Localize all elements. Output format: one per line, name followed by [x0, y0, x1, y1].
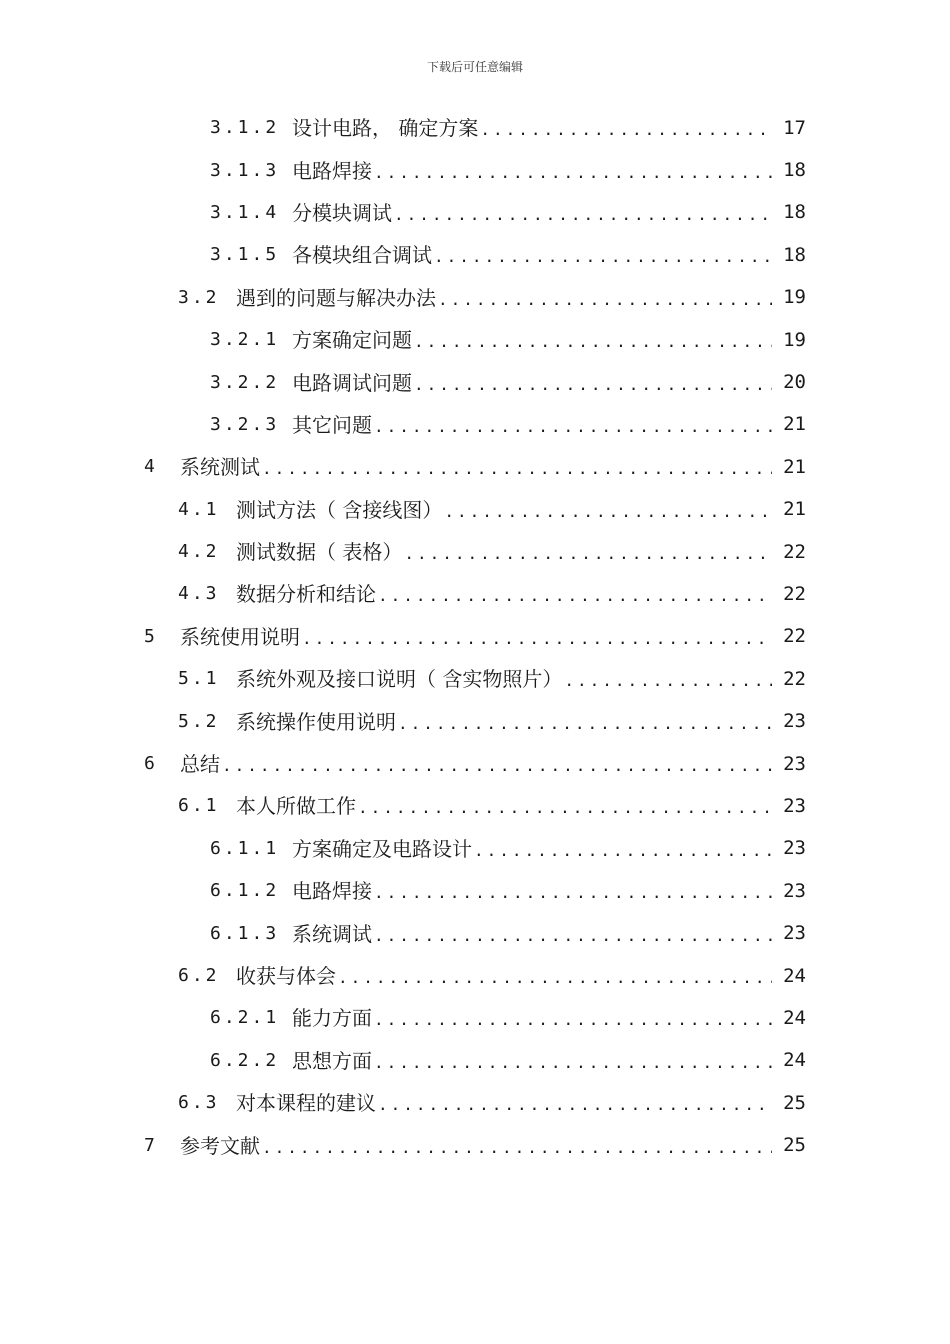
- toc-entry[interactable]: [0, 1124, 950, 1166]
- toc-entry-number: 6.3: [178, 1092, 220, 1114]
- toc-entry[interactable]: [0, 1082, 950, 1124]
- toc-entry[interactable]: [0, 658, 950, 700]
- toc-entry-title: 能力方面: [292, 1006, 372, 1031]
- toc-entry-page: 24: [783, 964, 806, 987]
- toc-entry-page: 18: [783, 243, 806, 266]
- toc-entry-title: 系统调试: [292, 921, 372, 946]
- toc-entry-title: 设计电路， 确定方案: [292, 116, 479, 141]
- toc-dot-leader: [378, 1097, 772, 1113]
- toc-entry-page: 19: [783, 286, 806, 309]
- toc-entry-number: 3.2: [178, 286, 220, 308]
- toc-dot-leader: [338, 970, 772, 986]
- toc-dot-leader: [480, 122, 772, 138]
- toc-entry-page: 19: [783, 328, 806, 351]
- page-header: 下载后可任意编辑: [426, 60, 523, 74]
- toc-entry-number: 6.2.2: [210, 1049, 280, 1071]
- toc-entry[interactable]: [0, 997, 950, 1039]
- toc-entry-title: 方案确定问题: [292, 328, 412, 353]
- toc-entry-page: 23: [783, 710, 806, 733]
- toc-entry-number: 5: [144, 625, 158, 647]
- toc-entry-title: 系统使用说明: [180, 624, 300, 649]
- toc-dot-leader: [404, 546, 772, 562]
- toc-entry-page: 25: [783, 1134, 806, 1157]
- toc-entry-page: 23: [783, 794, 806, 817]
- toc-dot-leader: [378, 588, 772, 604]
- toc-entry-title: 测试方法（ 含接线图）: [236, 497, 443, 522]
- toc-entry-number: 4.1: [178, 498, 220, 520]
- toc-entry-title: 各模块组合调试: [292, 243, 432, 268]
- toc-entry-page: 17: [783, 116, 806, 139]
- toc-entry-title: 参考文献: [180, 1133, 260, 1158]
- toc-entry-title: 收获与体会: [236, 964, 336, 988]
- toc-dot-leader: [262, 1140, 772, 1156]
- toc-entry-page: 23: [783, 837, 806, 860]
- toc-entry[interactable]: [0, 361, 950, 403]
- toc-entry-title: 测试数据（ 表格）: [236, 540, 403, 565]
- toc-dot-leader: [374, 885, 772, 901]
- toc-dot-leader: [222, 758, 772, 774]
- toc-dot-leader: [374, 419, 772, 435]
- toc-dot-leader: [374, 165, 772, 181]
- toc-dot-leader: [434, 249, 772, 265]
- toc-entry[interactable]: [0, 149, 950, 191]
- toc-entry[interactable]: [0, 828, 950, 870]
- toc-dot-leader: [262, 461, 772, 477]
- toc-entry-page: 18: [783, 159, 806, 182]
- toc-entry-number: 3.1.2: [210, 117, 280, 139]
- toc-entry[interactable]: [0, 277, 950, 319]
- toc-entry-page: 22: [783, 667, 806, 690]
- toc-entry[interactable]: [0, 446, 950, 488]
- toc-entry[interactable]: [0, 192, 950, 234]
- toc-entry-page: 23: [783, 752, 806, 775]
- toc-entry-page: 22: [783, 625, 806, 648]
- toc-dot-leader: [444, 504, 772, 520]
- toc-entry-page: 23: [783, 879, 806, 902]
- toc-entry[interactable]: [0, 573, 950, 615]
- toc-entry[interactable]: [0, 404, 950, 446]
- toc-entry-title: 对本课程的建议: [236, 1091, 376, 1116]
- toc-entry-number: 3.1.4: [210, 201, 280, 223]
- toc-dot-leader: [414, 334, 772, 350]
- toc-entry-page: 20: [783, 371, 806, 394]
- toc-entry-number: 6.1.2: [210, 880, 280, 902]
- toc-entry-number: 3.2.1: [210, 329, 280, 351]
- toc-entry-page: 24: [783, 1006, 806, 1029]
- toc-entry[interactable]: [0, 955, 950, 997]
- toc-entry-page: 24: [783, 1049, 806, 1072]
- toc-entry-number: 6.2.1: [210, 1007, 280, 1029]
- toc-entry-title: 电路焊接: [292, 158, 372, 183]
- toc-dot-leader: [302, 631, 772, 647]
- toc-entry-page: 23: [783, 922, 806, 945]
- toc-entry[interactable]: [0, 531, 950, 573]
- toc-entry-number: 4.3: [178, 583, 220, 605]
- toc-entry-number: 7: [144, 1134, 158, 1156]
- toc-entry[interactable]: [0, 1040, 950, 1082]
- toc-entry-title: 数据分析和结论: [236, 582, 376, 607]
- toc-entry-page: 18: [783, 201, 806, 224]
- toc-entry-number: 6: [144, 753, 158, 775]
- toc-entry[interactable]: [0, 234, 950, 276]
- toc-entry-title: 本人所做工作: [236, 794, 356, 819]
- toc-entry-page: 21: [783, 455, 806, 478]
- toc-entry-number: 5.2: [178, 710, 220, 732]
- toc-entry-number: 6.2: [178, 965, 220, 986]
- table-of-contents: [0, 107, 950, 1167]
- toc-entry-number: 5.1: [178, 668, 220, 690]
- toc-entry-title: 思想方面: [292, 1048, 372, 1073]
- toc-dot-leader: [474, 843, 772, 859]
- toc-entry-title: 电路焊接: [292, 879, 372, 904]
- toc-entry-title: 遇到的问题与解决办法: [236, 285, 436, 310]
- toc-entry-title: 系统外观及接口说明（ 含实物照片）: [236, 667, 563, 692]
- toc-entry-number: 6.1.3: [210, 922, 280, 944]
- toc-entry[interactable]: [0, 912, 950, 954]
- toc-dot-leader: [398, 716, 772, 732]
- toc-entry-title: 总结: [180, 752, 220, 777]
- toc-entry[interactable]: [0, 743, 950, 785]
- toc-entry[interactable]: [0, 700, 950, 742]
- toc-entry[interactable]: [0, 785, 950, 827]
- toc-entry-number: 3.1.3: [210, 159, 280, 181]
- toc-dot-leader: [414, 377, 772, 393]
- toc-entry[interactable]: [0, 489, 950, 531]
- toc-entry-number: 3.2.3: [210, 413, 280, 435]
- toc-dot-leader: [374, 928, 772, 944]
- toc-dot-leader: [374, 1055, 772, 1071]
- toc-entry-page: 22: [783, 582, 806, 605]
- toc-entry-page: 25: [783, 1091, 806, 1114]
- toc-entry[interactable]: [0, 616, 950, 658]
- toc-entry-title: 其它问题: [292, 412, 372, 437]
- toc-entry[interactable]: [0, 107, 950, 149]
- toc-entry-number: 3.1.5: [210, 244, 280, 266]
- toc-dot-leader: [374, 1012, 772, 1028]
- toc-dot-leader: [564, 673, 772, 689]
- toc-entry[interactable]: [0, 870, 950, 912]
- toc-entry-title: 方案确定及电路设计: [292, 836, 472, 861]
- toc-entry-page: 21: [783, 498, 806, 521]
- toc-entry-number: 4: [144, 456, 158, 478]
- toc-entry-number: 4.2: [178, 541, 220, 563]
- toc-entry[interactable]: [0, 319, 950, 361]
- toc-entry-number: 6.1.1: [210, 837, 280, 859]
- toc-entry-page: 21: [783, 413, 806, 436]
- toc-entry-title: 系统操作使用说明: [236, 709, 396, 734]
- toc-entry-number: 6.1: [178, 795, 220, 817]
- toc-dot-leader: [438, 292, 772, 308]
- toc-entry-title: 电路调试问题: [292, 370, 412, 395]
- toc-dot-leader: [394, 207, 772, 223]
- toc-entry-title: 分模块调试: [292, 200, 392, 225]
- toc-entry-title: 系统测试: [180, 455, 260, 480]
- toc-dot-leader: [358, 800, 772, 816]
- toc-entry-number: 3.2.2: [210, 371, 280, 393]
- toc-entry-page: 22: [783, 540, 806, 563]
